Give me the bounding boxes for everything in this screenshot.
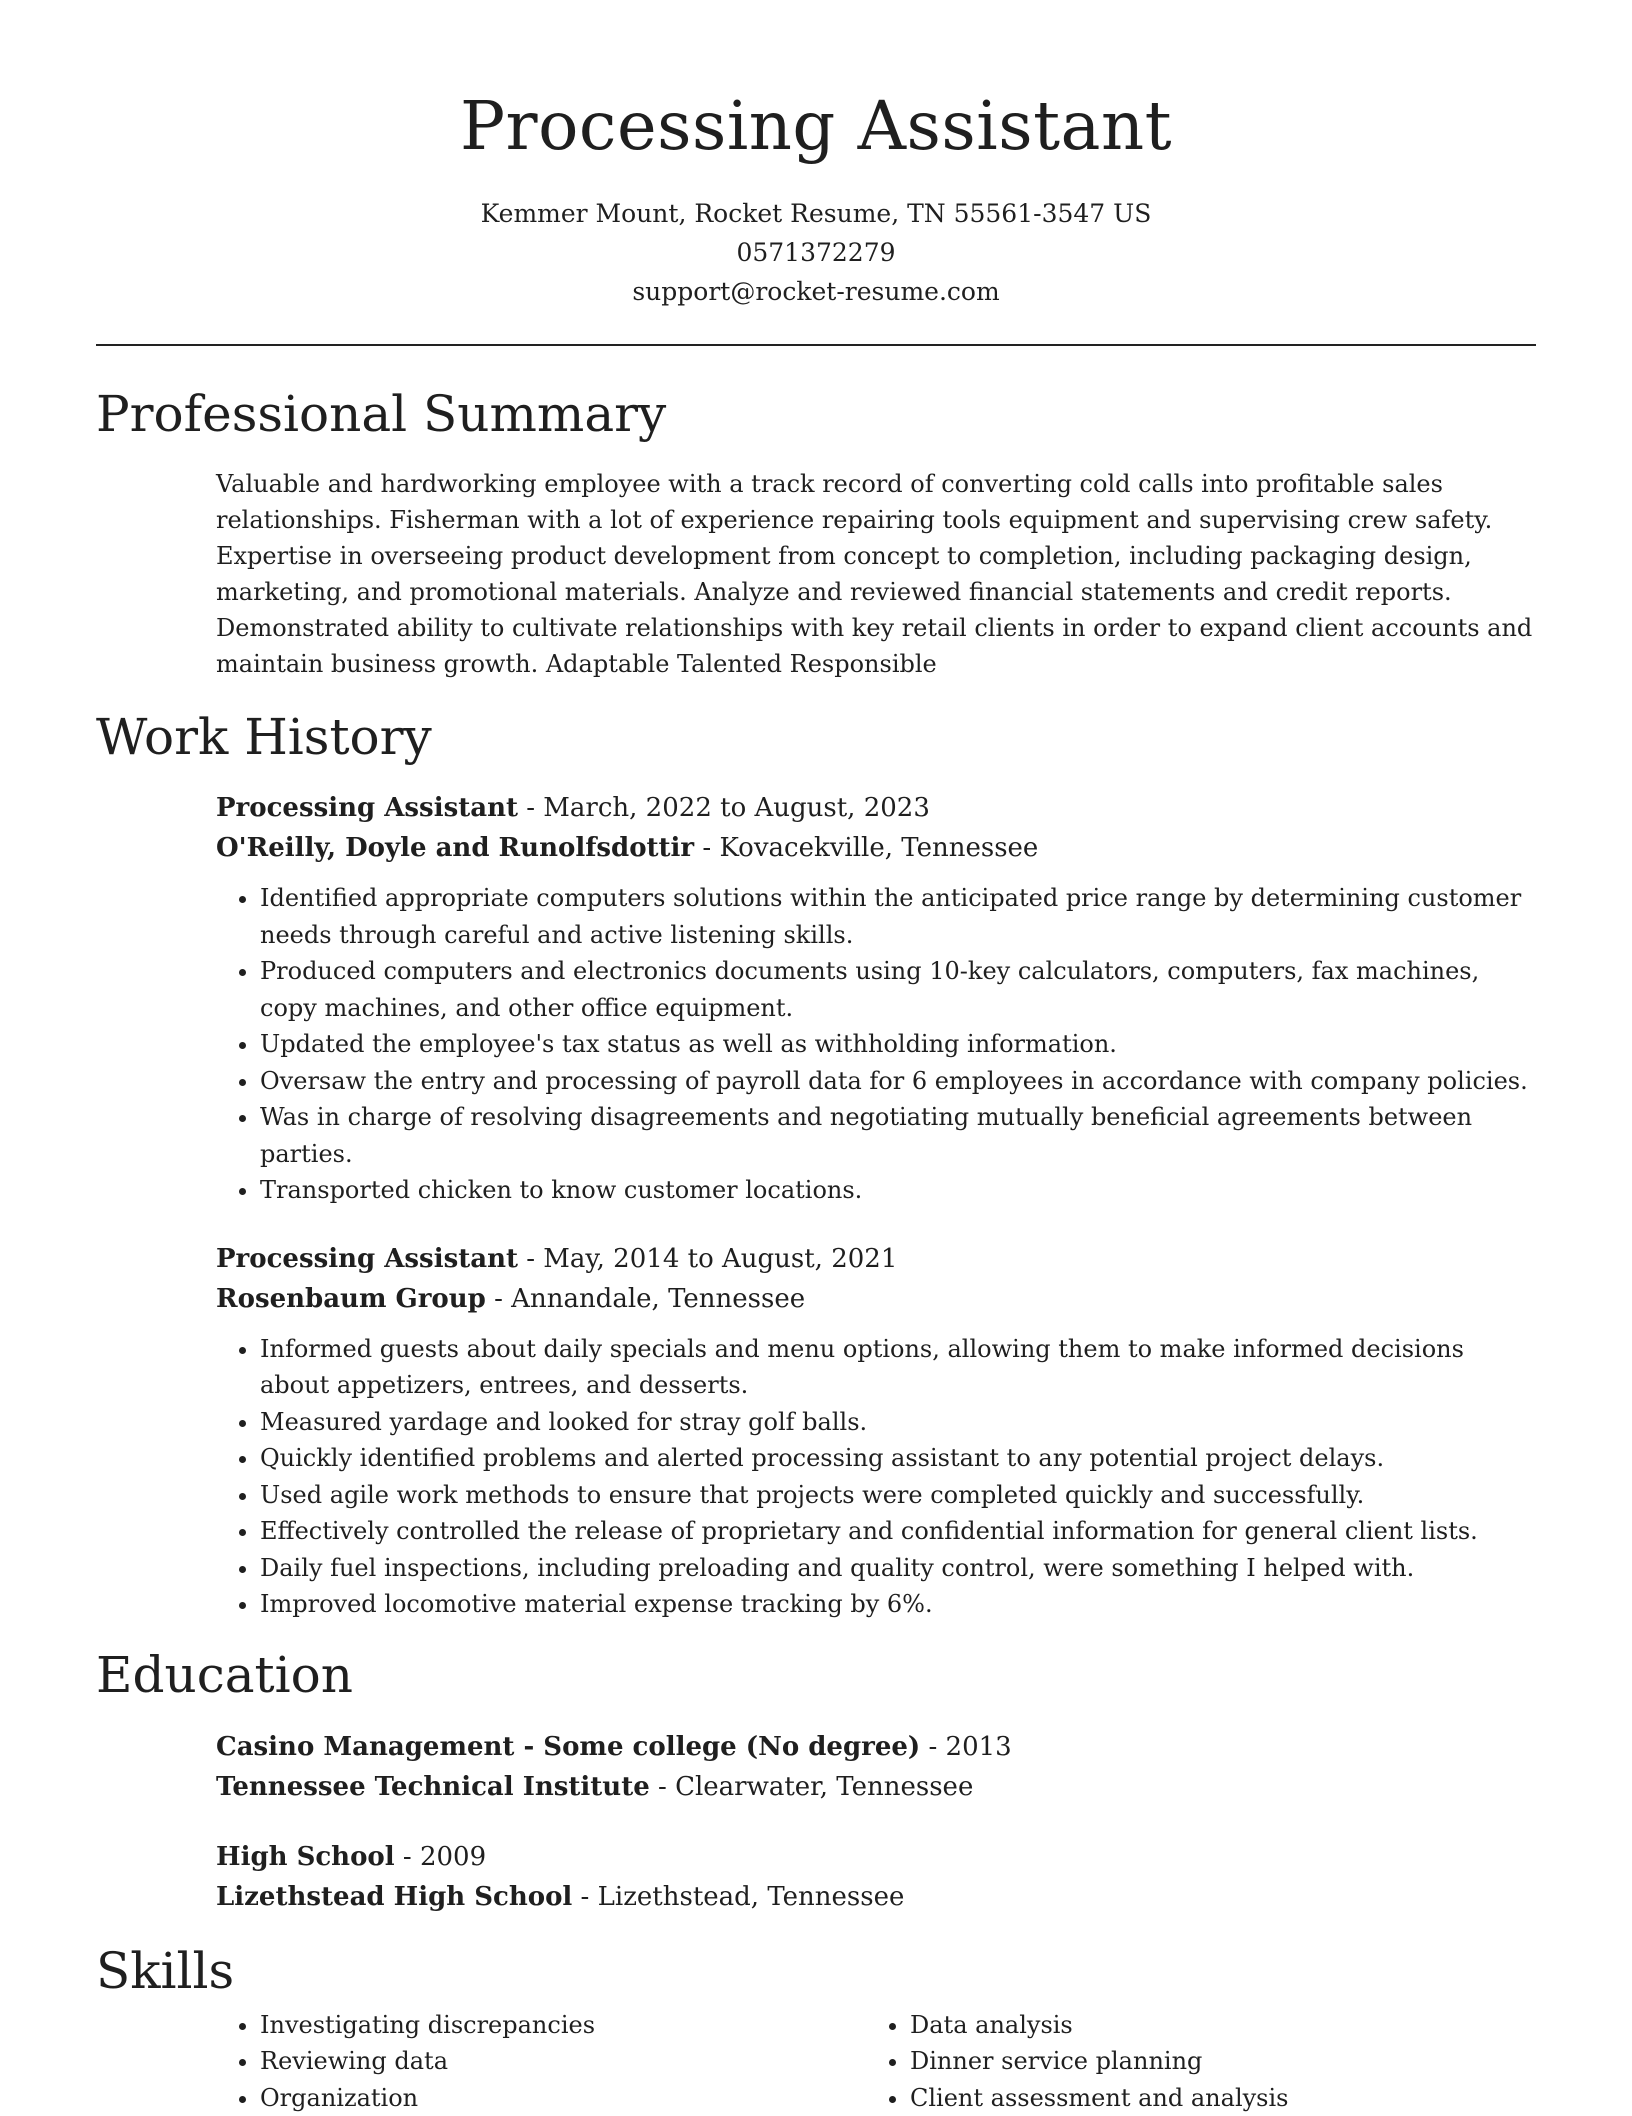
- skill-item: • Investigating discrepancies: [260, 2007, 866, 2044]
- education-location: - Lizethstead, Tennessee: [572, 1882, 904, 1912]
- job-bullet: • Produced computers and electronics documents using 10-key calculators, computers, fax machines, copy machines, and other office equipment.: [260, 953, 1536, 1026]
- education-entry: [216, 1727, 1536, 1807]
- education-school-line: [216, 1877, 1536, 1917]
- job-location: - Kovacekville, Tennessee: [694, 833, 1038, 863]
- education-degree-line: [216, 1727, 1536, 1767]
- job-entry: [216, 1239, 1536, 1623]
- summary-text: Valuable and hardworking employee with a track record of converting cold calls into profitable sales relationships. Fisherman with a lot of experience repairing tools equipment and supervising crew safety. Expertise in overseeing product development from concept to completion, including packaging design, marketing, and promotional materials. Analyze and reviewed financial statements and credit reports. Demonstrated ability to cultivate relationships with key retail clients in order to expand client accounts and maintain business growth. Adaptable Talented Responsible: [216, 466, 1536, 682]
- job-entry: [216, 788, 1536, 1209]
- skills-list: [866, 2007, 1516, 2116]
- skill-item: • Organization: [260, 2080, 866, 2116]
- education-school: Lizethstead High School: [216, 1882, 572, 1912]
- job-title-line: [216, 788, 1536, 828]
- job-bullet: • Daily fuel inspections, including preloading and quality control, were something I helped with.: [260, 1550, 1536, 1587]
- education-section: [96, 1645, 1536, 1917]
- job-role: Processing Assistant: [216, 1244, 518, 1274]
- education-school: Tennessee Technical Institute: [216, 1772, 650, 1802]
- contact-info: [96, 194, 1536, 311]
- skill-item: • Reviewing data: [260, 2043, 866, 2080]
- job-bullet: • Updated the employee's tax status as well as withholding information.: [260, 1026, 1536, 1063]
- education-title: Education: [96, 1645, 1536, 1705]
- education-year: - 2009: [395, 1842, 486, 1872]
- job-bullets: [216, 1331, 1536, 1623]
- job-bullet: • Quickly identified problems and alerted processing assistant to any potential project delays.: [260, 1440, 1536, 1477]
- contact-phone: 0571372279: [96, 233, 1536, 272]
- education-school-line: [216, 1767, 1536, 1807]
- job-company-line: [216, 1279, 1536, 1319]
- education-degree-line: [216, 1837, 1536, 1877]
- education-location: - Clearwater, Tennessee: [650, 1772, 974, 1802]
- job-bullet: • Used agile work methods to ensure that projects were completed quickly and successfully.: [260, 1477, 1536, 1514]
- job-bullet: • Effectively controlled the release of proprietary and confidential information for general client lists.: [260, 1513, 1536, 1550]
- candidate-name: Processing Assistant: [96, 84, 1536, 168]
- work-history-title: Work History: [96, 707, 1536, 767]
- job-bullet: • Transported chicken to know customer locations.: [260, 1172, 1536, 1209]
- skills-section: [96, 1941, 1536, 2116]
- job-company: O'Reilly, Doyle and Runolfsdottir: [216, 833, 694, 863]
- skill-item: • Client assessment and analysis: [910, 2080, 1516, 2116]
- job-bullet: • Was in charge of resolving disagreements and negotiating mutually beneficial agreements between parties.: [260, 1099, 1536, 1172]
- job-location: - Annandale, Tennessee: [486, 1284, 805, 1314]
- summary-title: Professional Summary: [96, 384, 1536, 444]
- skills-grid: [216, 2007, 1536, 2116]
- education-degree: Casino Management - Some college (No degree): [216, 1732, 920, 1762]
- skills-column-right: [866, 2007, 1516, 2116]
- skills-title: Skills: [96, 1941, 1536, 2001]
- job-bullets: [216, 880, 1536, 1209]
- header-divider: [96, 344, 1536, 346]
- job-bullet: • Oversaw the entry and processing of payroll data for 6 employees in accordance with company policies.: [260, 1063, 1536, 1100]
- education-degree: High School: [216, 1842, 395, 1872]
- contact-email: support@rocket-resume.com: [96, 272, 1536, 311]
- job-bullet: • Improved locomotive material expense tracking by 6%.: [260, 1586, 1536, 1623]
- summary-section: [96, 384, 1536, 682]
- work-history-section: [96, 707, 1536, 1623]
- contact-address: Kemmer Mount, Rocket Resume, TN 55561-3547 US: [96, 194, 1536, 233]
- education-year: - 2013: [920, 1732, 1011, 1762]
- job-dates: - March, 2022 to August, 2023: [518, 793, 930, 823]
- skill-item: • Data analysis: [910, 2007, 1516, 2044]
- education-entry: [216, 1837, 1536, 1917]
- resume-page: [96, 0, 1536, 2116]
- skill-item: • Dinner service planning: [910, 2043, 1516, 2080]
- job-role: Processing Assistant: [216, 793, 518, 823]
- job-company: Rosenbaum Group: [216, 1284, 486, 1314]
- job-bullet: • Identified appropriate computers solutions within the anticipated price range by determining customer needs through careful and active listening skills.: [260, 880, 1536, 953]
- skills-list: [216, 2007, 866, 2116]
- job-title-line: [216, 1239, 1536, 1279]
- job-bullet: • Informed guests about daily specials and menu options, allowing them to make informed decisions about appetizers, entrees, and desserts.: [260, 1331, 1536, 1404]
- resume-header: [96, 0, 1536, 311]
- skills-column-left: [216, 2007, 866, 2116]
- job-bullet: • Measured yardage and looked for stray golf balls.: [260, 1404, 1536, 1441]
- job-dates: - May, 2014 to August, 2021: [518, 1244, 897, 1274]
- job-company-line: [216, 828, 1536, 868]
